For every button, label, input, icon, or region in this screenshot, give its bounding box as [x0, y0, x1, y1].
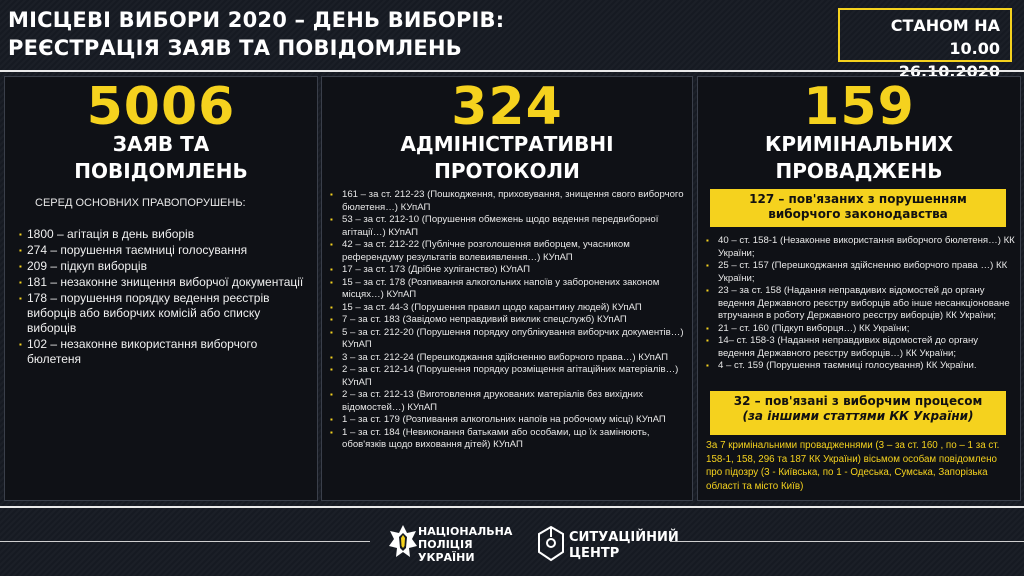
list-item: ▪ 1 – за ст. 184 (Невиконання батьками або особами, що їх замінюють, обов'язків щодо виховання дітей) КУпАП — [330, 427, 688, 452]
panel-protocols — [321, 76, 693, 501]
footer-line-right — [670, 541, 1024, 542]
situation-center-label — [569, 530, 679, 562]
list-item: ▪ 21 – ст. 160 (Підкуп виборця…) КК України; — [706, 323, 1016, 336]
list-item: ▪ 5 – за ст. 212-20 (Порушення порядку опублікування виборчих документів…) КУпАП — [330, 327, 688, 352]
applications-label-line-1: ЗАЯВ ТА — [112, 132, 210, 156]
list-item: ▪ 7 – за ст. 183 (Завідомо неправдивий виклик спецслужб) КУпАП — [330, 314, 688, 327]
suspects-note: За 7 кримінальними провадженнями (3 – за ст. 160 , по – 1 за ст. 158-1, 158, 296 та 187 КК України) вісьмом особам повідомлено про підозру (3 - Київська, по 1 - Одеська, Сумська, Запорізька області та місто Київ) — [706, 440, 1000, 492]
list-item: ▪ 23 – за ст. 158 (Надання неправдивих відомостей до органу ведення Державного реєстру виборців або інше несанкціоноване втручання в роботу Державного реєстру виборців) КК України; — [706, 285, 1016, 323]
situation-center-logo — [535, 522, 679, 568]
election-law-box-line-2: виборчого законодавства — [768, 207, 948, 221]
list-item: ▪ 3 – за ст. 212-24 (Перешкоджання здійсненню виборчого права…) КУпАП — [330, 352, 688, 365]
footer-line-left — [0, 541, 370, 542]
election-law-box — [710, 189, 1006, 227]
applications-label — [5, 131, 317, 185]
protocols-label-line-1: АДМІНІСТРАТИВНІ — [400, 132, 614, 156]
police-emblem-icon — [388, 524, 418, 564]
list-item: ▪ 178 – порушення порядку ведення реєстрів виборців або виборчих комісій або списку виборців — [19, 291, 309, 336]
criminal-label-line-1: КРИМІНАЛЬНИХ — [764, 132, 954, 156]
situation-center-icon — [535, 524, 567, 564]
applications-label-line-2: ПОВІДОМЛЕНЬ — [74, 159, 248, 183]
election-process-box — [710, 391, 1006, 435]
criminal-label-line-2: ПРОВАДЖЕНЬ — [775, 159, 943, 183]
panel-applications — [4, 76, 318, 501]
list-item: ▪ 53 – за ст. 212-10 (Порушення обмежень щодо ведення передвиборної агітації…) КУпАП — [330, 214, 688, 239]
election-law-box-line-1: 127 – пов'язаних з порушенням — [749, 192, 967, 206]
applications-count: 5006 — [86, 77, 236, 137]
list-item: ▪ 15 – за ст. 44-3 (Порушення правил щодо карантину людей) КУпАП — [330, 302, 688, 315]
protocols-count: 324 — [451, 77, 563, 137]
bottom-divider — [0, 506, 1024, 508]
list-item: ▪ 1800 – агітація в день виборів — [19, 227, 309, 242]
election-process-box-line-1: 32 – пов'язані з виборчим процесом — [733, 394, 983, 408]
violations-intro: СЕРЕД ОСНОВНИХ ПРАВОПОРУШЕНЬ: — [35, 197, 246, 209]
list-item: ▪ 1 – за ст. 179 (Розпивання алкогольних напоїв на робочому місці) КУпАП — [330, 414, 688, 427]
situation-label-line-1: СИТУАЦІЙНИЙ — [569, 530, 679, 545]
list-item: ▪ 42 – за ст. 212-22 (Публічне розголошення виборцем, учасником референдуму результатів волевиявлення…) КУпАП — [330, 239, 688, 264]
criminal-count: 159 — [803, 77, 915, 137]
list-item: ▪ 209 – підкуп виборців — [19, 259, 309, 274]
national-police-label — [418, 525, 512, 564]
list-item: ▪ 4 – ст. 159 (Порушення таємниці голосування) КК України. — [706, 360, 1016, 373]
national-police-logo — [388, 522, 528, 568]
protocols-label-line-2: ПРОТОКОЛИ — [434, 159, 580, 183]
protocols-label — [322, 131, 692, 185]
criminal-label — [698, 131, 1020, 185]
list-item: ▪ 17 – за ст. 173 (Дрібне хуліганство) КУпАП — [330, 264, 688, 277]
page-title — [8, 6, 504, 62]
police-label-line-2: ПОЛІЦІЯ — [418, 538, 473, 551]
list-item: ▪ 181 – незаконне знищення виборчої документації — [19, 275, 309, 290]
list-item: ▪ 161 – за ст. 212-23 (Пошкодження, приховування, знищення свого виборчого бюлетеня…) КУпАП — [330, 189, 688, 214]
top-divider — [0, 70, 1024, 72]
list-item: ▪ 25 – ст. 157 (Перешкоджання здійсненню виборчого права …) КК України; — [706, 260, 1016, 285]
panel-criminal — [697, 76, 1021, 501]
list-item: ▪ 40 – ст. 158-1 (Незаконне використання виборчого бюлетеня…) КК України; — [706, 235, 1016, 260]
date-line-1: СТАНОМ НА 10.00 — [890, 16, 1000, 58]
list-item: ▪ 15 – за ст. 178 (Розпивання алкогольних напоїв у заборонених законом місцях…) КУпАП — [330, 277, 688, 302]
list-item: ▪ 2 – за ст. 212-13 (Виготовлення друкованих матеріалів без вихідних відомостей…) КУпАП — [330, 389, 688, 414]
date-box — [838, 8, 1012, 62]
list-item: ▪ 102 – незаконне використання виборчого бюлетеня — [19, 337, 309, 367]
protocols-list — [330, 189, 688, 452]
violations-list — [19, 227, 309, 368]
police-label-line-3: УКРАЇНИ — [418, 551, 475, 564]
situation-label-line-2: ЦЕНТР — [569, 546, 620, 561]
police-label-line-1: НАЦІОНАЛЬНА — [418, 525, 513, 538]
list-item: ▪ 2 – за ст. 212-14 (Порушення порядку розміщення агітаційних матеріалів…) КУпАП — [330, 364, 688, 389]
list-item: ▪ 274 – порушення таємниці голосування — [19, 243, 309, 258]
title-line-2: РЕЄСТРАЦІЯ ЗАЯВ ТА ПОВІДОМЛЕНЬ — [8, 36, 462, 60]
title-line-1: МІСЦЕВІ ВИБОРИ 2020 – ДЕНЬ ВИБОРІВ: — [8, 8, 505, 32]
criminal-list — [706, 235, 1016, 373]
list-item: ▪ 14– ст. 158-3 (Надання неправдивих відомостей до органу ведення Державного реєстру виборців…) КК України; — [706, 335, 1016, 360]
election-process-box-line-2: (за іншими статтями КК України) — [742, 409, 974, 423]
